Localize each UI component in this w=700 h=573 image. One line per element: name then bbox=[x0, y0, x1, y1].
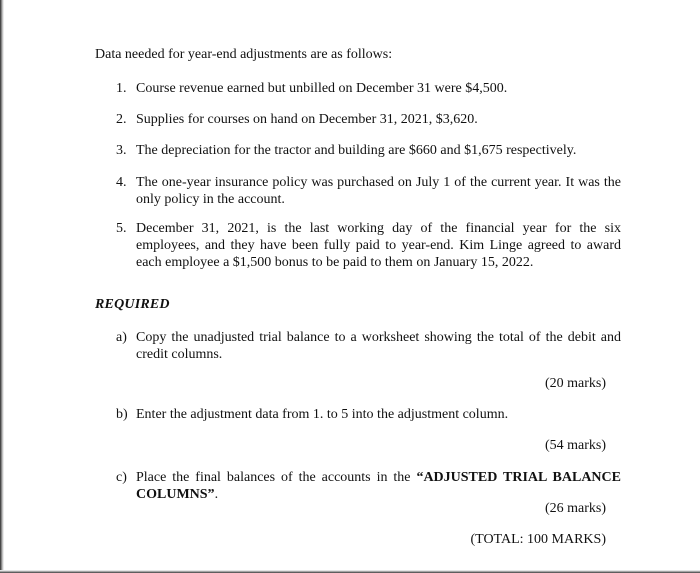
requirement-text: Copy the unadjusted trial balance to a worksheet showing the total of the debit and credit columns. bbox=[136, 330, 621, 362]
item-text: Course revenue earned but unbilled on December 31 were $4,500. bbox=[136, 81, 508, 96]
page-shadow-left bbox=[0, 0, 4, 573]
item-number: 2. bbox=[116, 112, 127, 127]
marks-c: (26 marks) bbox=[544, 501, 606, 516]
item-number: 5. bbox=[116, 221, 127, 236]
item-text: The one-year insurance policy was purchased on July 1 of the current year. It was the only policy in the account. bbox=[136, 175, 621, 207]
requirement-text bbox=[136, 469, 621, 503]
required-heading: REQUIRED bbox=[95, 297, 170, 312]
requirement-letter: b) bbox=[116, 407, 128, 422]
item-number: 4. bbox=[116, 175, 127, 190]
requirement-letter: a) bbox=[116, 330, 127, 345]
intro-text: Data needed for year-end adjustments are as follows: bbox=[95, 47, 393, 62]
item-text: Supplies for courses on hand on December 31, 2021, $3,620. bbox=[136, 112, 478, 127]
requirement-letter: c) bbox=[116, 470, 127, 485]
requirement-text-end: . bbox=[214, 487, 219, 502]
requirement-text: Enter the adjustment data from 1. to 5 into the adjustment column. bbox=[136, 407, 509, 422]
requirement-text-bold: “ADJUSTED TRIAL BALANCE COLUMNS” bbox=[136, 470, 621, 502]
item-number: 3. bbox=[116, 143, 127, 158]
requirement-text-start: Place the final balances of the accounts in the bbox=[136, 470, 417, 485]
item-text: The depreciation for the tractor and building are $660 and $1,675 respectively. bbox=[136, 143, 577, 158]
total-marks: (TOTAL: 100 MARKS) bbox=[470, 532, 606, 547]
marks-b: (54 marks) bbox=[544, 438, 606, 453]
item-text: December 31, 2021, is the last working day of the financial year for the six employees, and they have been fully paid to year-end. Kim Linge agreed to award each employee a $1,500 bonus to be paid to them on January 15, 2022. bbox=[136, 221, 621, 270]
marks-a: (20 marks) bbox=[544, 376, 606, 391]
item-number: 1. bbox=[116, 81, 127, 96]
